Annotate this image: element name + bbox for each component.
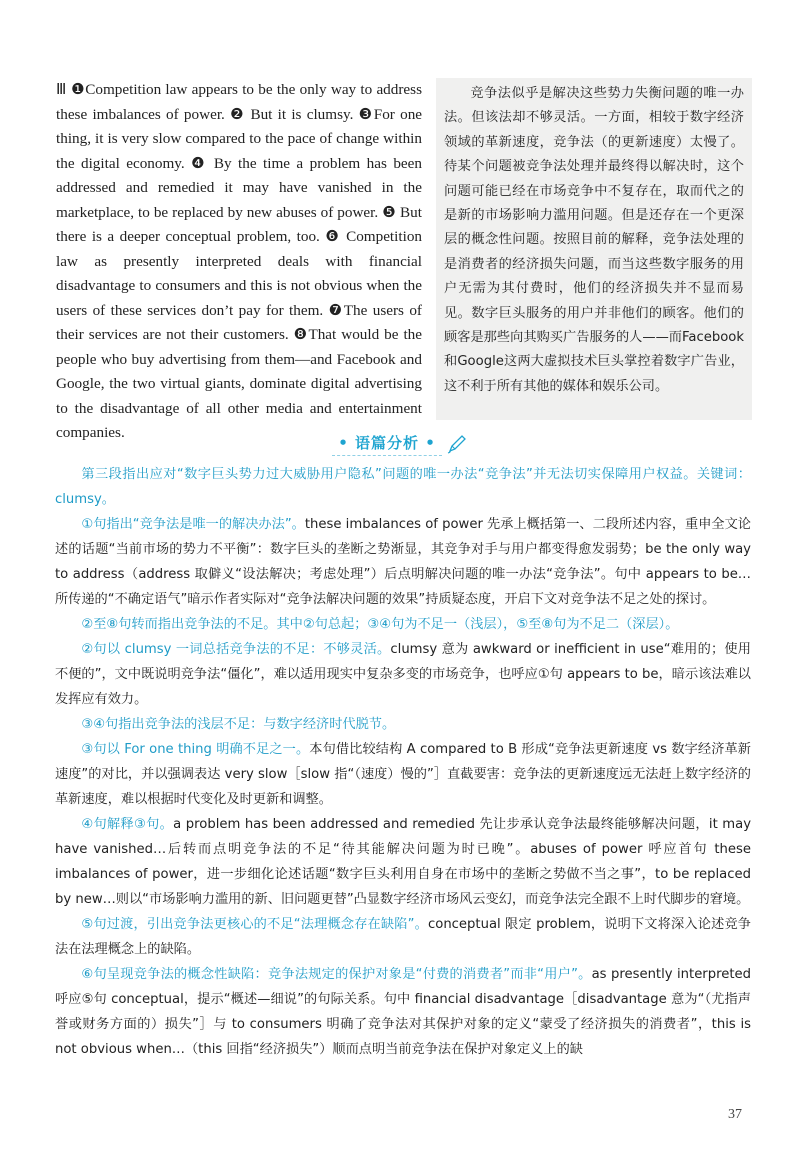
analysis-p6-highlight: ④句解释③句。 (81, 817, 174, 832)
analysis-p5 (55, 737, 751, 812)
sentence-7-num: ❼ (328, 301, 344, 319)
sentence-3: For one thing, it is very slow compared to the pace of change within the digital economy. (56, 105, 423, 172)
page-number: 37 (728, 1107, 742, 1122)
sentence-2-num: ❷ (230, 105, 246, 123)
paragraph-marker: Ⅲ (56, 81, 67, 98)
sentence-1-num: ❶ (71, 81, 86, 98)
analysis-p2 (55, 612, 751, 637)
sentence-8: That would be the people who buy advertising from them—and Facebook and Google, the two virtual giants, dominate digital advertising to the disadvantage of all other media and entertainment companies. (56, 326, 422, 441)
analysis-p6-body: a problem has been addressed and remedied 先让步承认竞争法最终能够解决问题，it may have vanished…后转而点明竞争法的不足“待其能解决问题为时已晚”。abuses of power 呼应首句 these imbalances of power，进一步细化论述话题“数字巨头利用自身在市场中的垄断之势做不当之事”，to be replaced by new…则以“市场影响力滥用的新、旧问题更替”凸显数字经济市场风云变幻，而竞争法完全跟不上时代脚步的窘境。 (55, 817, 752, 907)
chinese-translation-box (436, 78, 752, 420)
sentence-6: Competition law as presently interpreted deals with financial disadvantage to consumers and this is not obvious when the users of these services don’t pay for them. (56, 228, 422, 319)
analysis-p5-body: 本句借比较结构 A compared to B 形成“竞争法更新速度 vs 数字经济革新速度”的对比，并以强调表达 very slow［slow 指“（速度）慢的”］直截要害：竞争法的更新速度远无法赶上数字经济的革新速度，难以根据时代变化及时更新和调整。 (55, 742, 751, 807)
sentence-3-num: ❸ (358, 105, 374, 123)
pen-icon (446, 433, 468, 455)
analysis (55, 462, 751, 1062)
analysis-p3-body: clumsy 意为 awkward or inefficient in use“难用的；使用不便的”，文中既说明竞争法“僵化”，难以适用现实中复杂多变的市场竞争，也呼应①句 appears to be，暗示该法难以发挥应有效力。 (55, 642, 751, 707)
sentence-5: But there is a deeper conceptual problem, too. (56, 203, 422, 245)
analysis-p1-body: these imbalances of power 先承上概括第一、二段所述内容，重申全文论述的话题“当前市场的势力不平衡”：数字巨头的垄断之势渐显，其竞争对手与用户都变得愈发弱势；be the only way to address（address 取僻义“设法解决；考虑处理”）后点明解决问题的唯一办法“竞争法”。句中 appears to be…所传递的“不确定语气”暗示作者实际对“竞争法解决问题的效果”持质疑态度，开启下文对竞争法不足之处的探讨。 (55, 517, 751, 607)
english-passage (56, 78, 422, 446)
analysis-p7 (55, 912, 751, 962)
analysis-p3-highlight: ②句以 clumsy 一词总括竞争法的不足：不够灵活。 (81, 642, 391, 657)
analysis-p2-highlight: ②至⑧句转而指出竞争法的不足。其中②句总起；③④句为不足一（浅层），⑤至⑧句为不足二（深层）。 (81, 617, 679, 632)
analysis-p4 (55, 712, 751, 737)
analysis-p8-body: as presently interpreted 呼应⑤句 conceptual，提示“概述—细说”的句际关系。句中 financial disadvantage［disadvantage 意为“（尤指声誉或财务方面的）损失”］与 to consumers 明确了竞争法对其保护对象的定义“蒙受了经济损失的消费者”，this is not obvious when…（this 回指“经济损失”）顺而点明当前竞争法在保护对象定义上的缺 (55, 967, 752, 1057)
sentence-5-num: ❺ (382, 203, 397, 221)
section-header (0, 432, 800, 458)
section-title-text: • 语篇分析 • (338, 434, 436, 452)
section-title (332, 432, 442, 456)
analysis-p7-highlight: ⑤句过渡，引出竞争法更核心的不足“法理概念存在缺陷”。 (81, 917, 428, 932)
analysis-p6 (55, 812, 751, 912)
sentence-1: Competition law appears to be the only way to address these imbalances of power. (56, 81, 422, 123)
sentence-8-num: ❽ (293, 326, 309, 343)
sentence-4-num: ❹ (191, 154, 208, 172)
analysis-p5-highlight: ③句以 For one thing 明确不足之一。 (81, 742, 310, 757)
analysis-p4-highlight: ③④句指出竞争法的浅层不足：与数字经济时代脱节。 (81, 717, 396, 732)
analysis-p8-highlight: ⑥句呈现竞争法的概念性缺陷：竞争法规定的保护对象是“付费的消费者”而非“用户”。 (81, 967, 592, 982)
analysis-p7-body: conceptual 限定 problem，说明下文将深入论述竞争法在法理概念上的缺陷。 (55, 917, 751, 957)
sentence-6-num: ❻ (325, 228, 341, 245)
sentence-4: By the time a problem has been addressed and remedied it may have vanished in the marketplace, to be replaced by new abuses of power. (56, 154, 423, 221)
sentence-7: The users of their services are not their customers. (56, 301, 422, 343)
analysis-p1 (55, 512, 751, 612)
analysis-p1-highlight: ①句指出“竞争法是唯一的解决办法”。 (81, 517, 305, 532)
analysis-p8 (55, 962, 751, 1062)
chinese-translation: 竞争法似乎是解决这些势力失衡问题的唯一办法。但该法却不够灵活。一方面，相较于数字经济领域的革新速度，竞争法（的更新速度）太慢了。待某个问题被竞争法处理并最终得以解决时，这个问题可能已经在市场竞争中不复存在，取而代之的是新的市场影响力滥用问题。但是还存在一个更深层的概念性问题。按照目前的解释，竞争法处理的是消费者的经济损失问题，而当这些数字服务的用户无需为其付费时，他们的经济损失并不显而易见。数字巨头服务的用户并非他们的顾客。他们的顾客是那些向其购买广告服务的人——而Facebook和Google这两大虚拟技术巨头掌控着数字广告业，这不利于所有其他的媒体和娱乐公司。 (444, 86, 744, 394)
analysis-intro: 第三段指出应对“数字巨头势力过大威胁用户隐私”问题的唯一办法“竞争法”并无法切实保障用户权益。关键词：clumsy。 (55, 467, 751, 507)
analysis-p3 (55, 637, 751, 712)
sentence-2: But it is clumsy. (250, 105, 354, 123)
english-paragraph (56, 78, 422, 446)
